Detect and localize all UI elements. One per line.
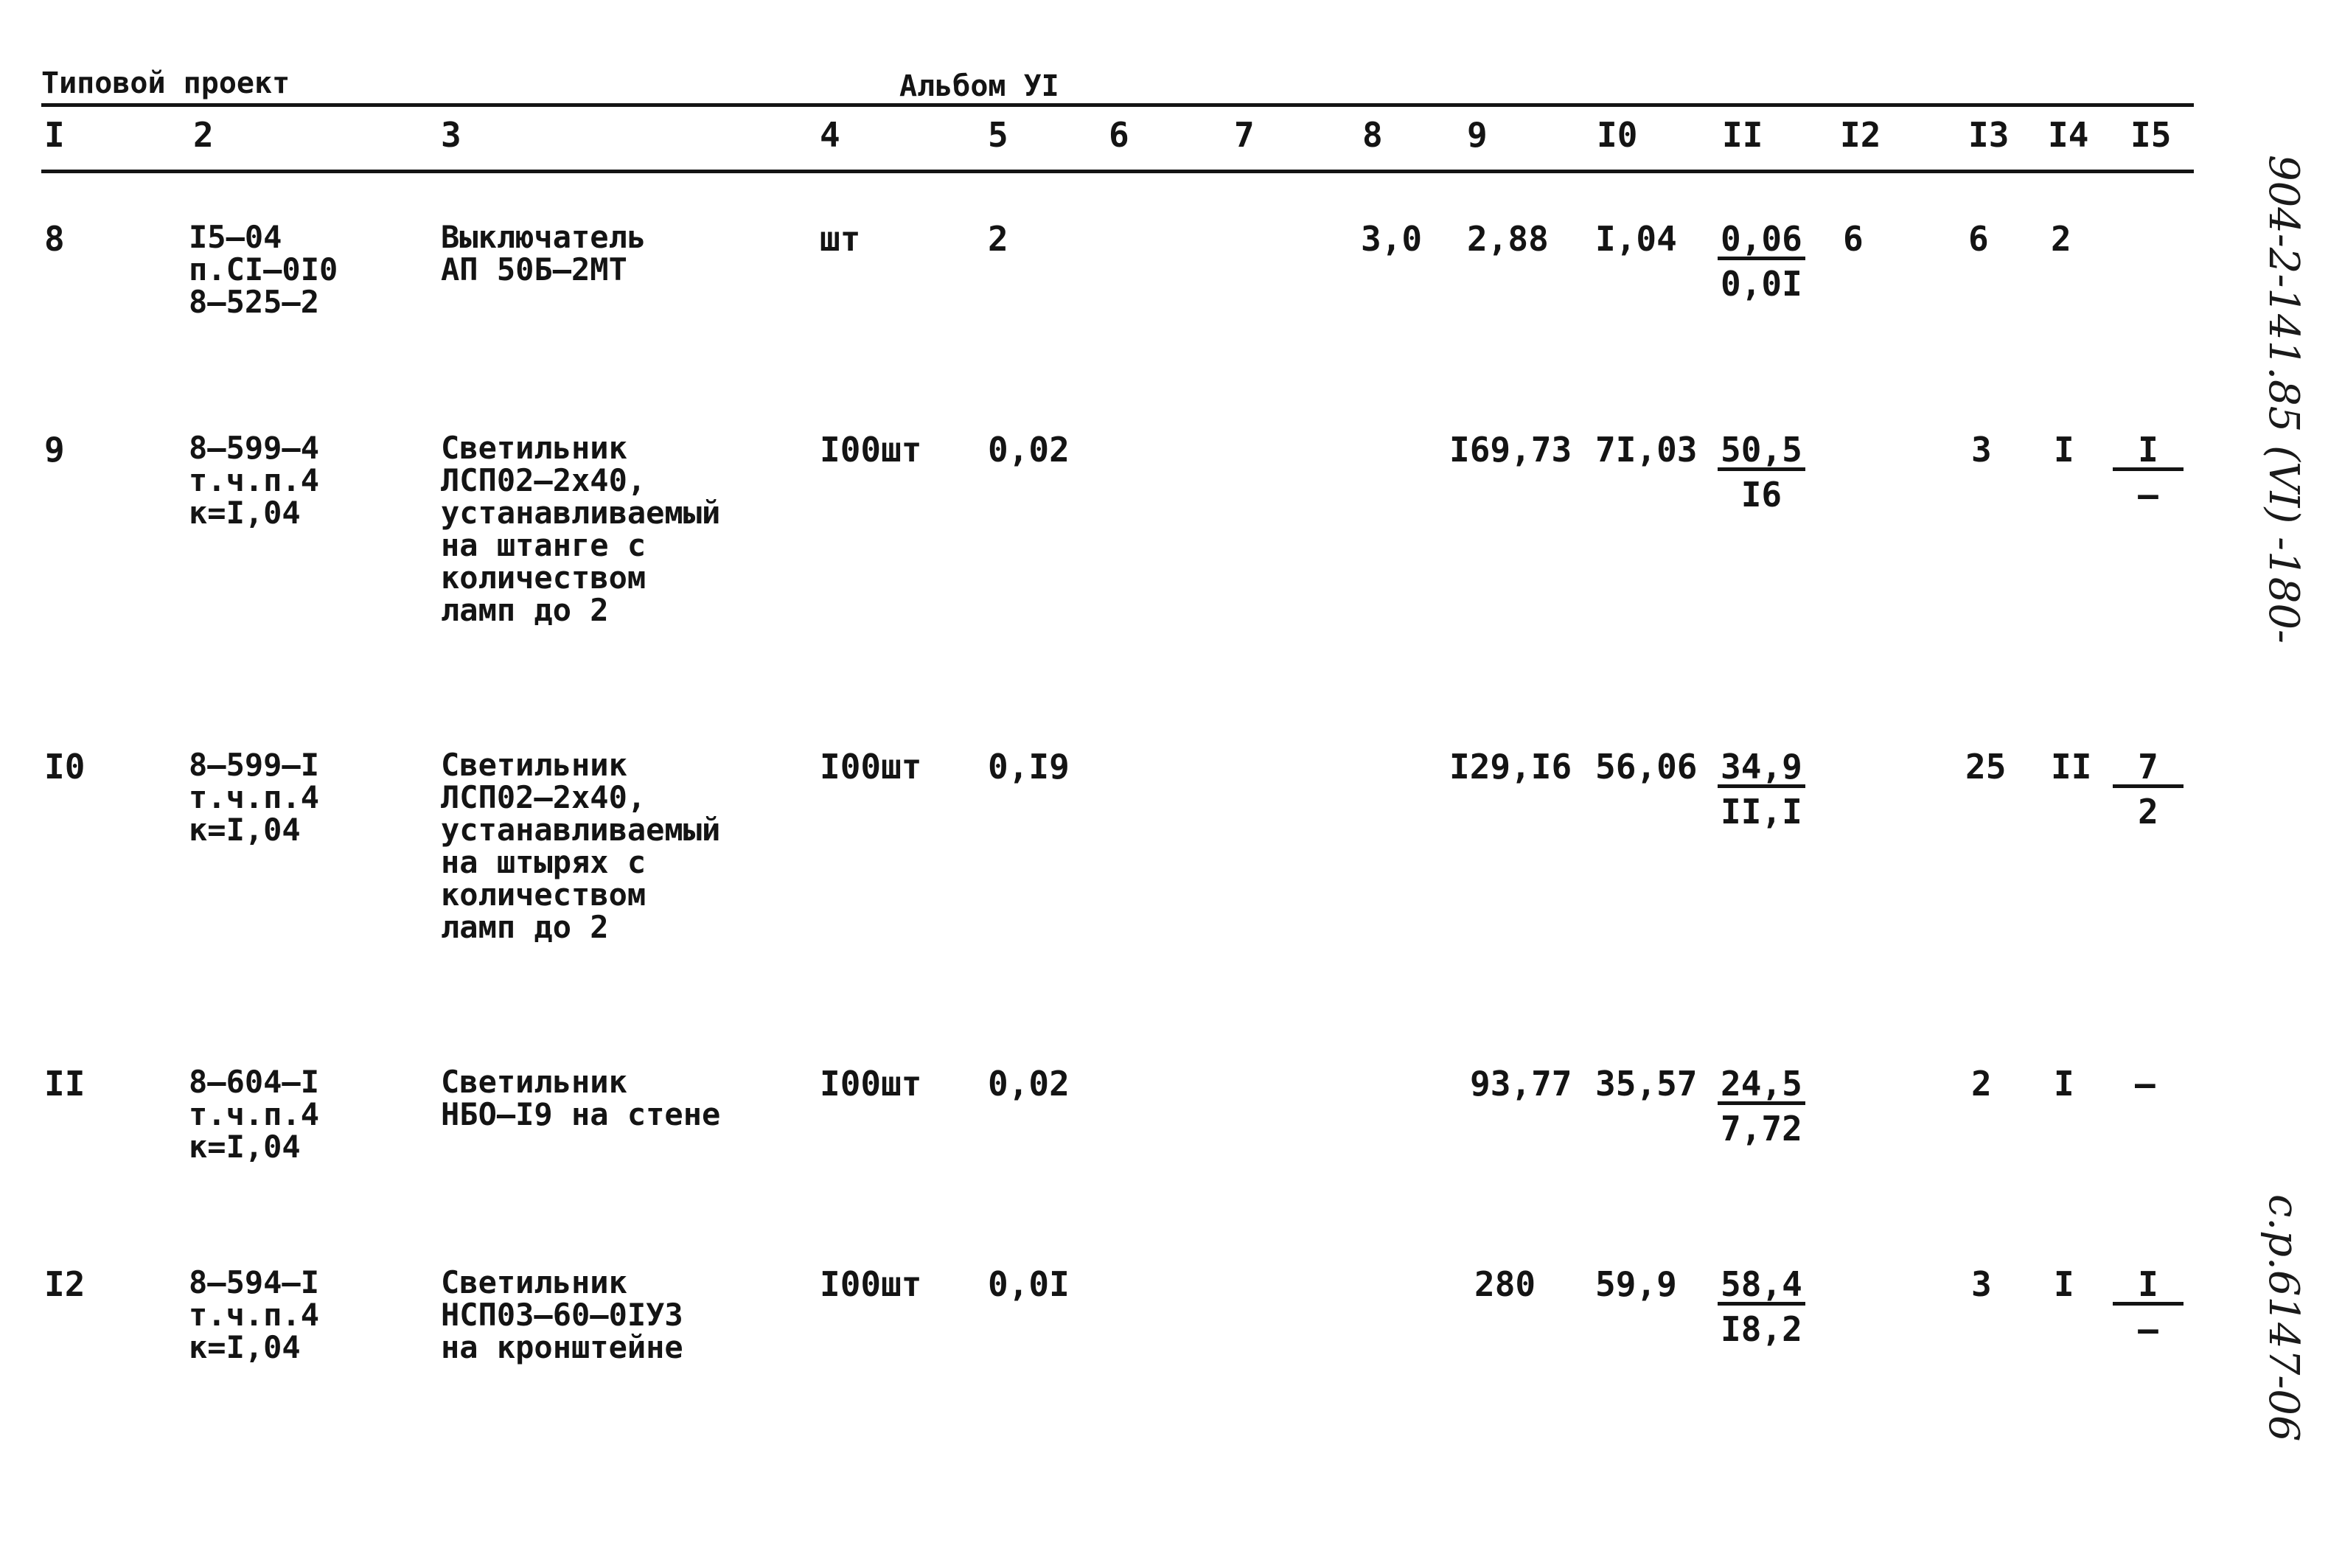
header-bottom-rule (41, 170, 2194, 173)
quantity: 0,02 (988, 1064, 1070, 1104)
row-number: II (44, 1064, 86, 1104)
col-15-fraction: $\frac{7}{2}$ (2113, 749, 2184, 829)
unit: I00шт (820, 747, 922, 787)
col-11-fraction: $\frac{50,5}{I6}$ (1718, 432, 1805, 512)
col-11-fraction: $\frac{34,9}{II,I}$ (1718, 749, 1805, 829)
row-number: 8 (44, 219, 65, 259)
unit: шт (820, 219, 861, 259)
row-number: I2 (44, 1264, 86, 1304)
item-description: Светильник НБО–I9 на стене (441, 1064, 721, 1132)
unit: I00шт (820, 1064, 922, 1104)
norm-code: 8–594–I т.ч.п.4 к=I,04 (189, 1264, 320, 1365)
col-10-value: 59,9 (1595, 1264, 1677, 1304)
header-top-rule (41, 103, 2194, 107)
norm-code: I5–04 п.СI–0I0 8–525–2 (189, 219, 338, 320)
margin-note-upper: 904-2-141.85 (VI) -180- (2259, 155, 2307, 644)
col-15-fraction: I – (2113, 1266, 2184, 1347)
col-14-value: 2 (2051, 219, 2071, 259)
column-number-14: I4 (2048, 115, 2089, 155)
column-number-6: 6 (1109, 115, 1129, 155)
col-9-value: 280 (1474, 1264, 1536, 1304)
quantity: 0,0I (988, 1264, 1070, 1304)
col-10-value: 7I,03 (1595, 430, 1698, 470)
col-13-value: 3 (1971, 1264, 1992, 1304)
column-number-13: I3 (1968, 115, 2010, 155)
quantity: 0,02 (988, 430, 1070, 470)
unit: I00шт (820, 430, 922, 470)
norm-code: 8–604–I т.ч.п.4 к=I,04 (189, 1064, 320, 1165)
col-10-value: I,04 (1595, 219, 1677, 259)
column-number-10: I0 (1597, 115, 1638, 155)
item-description: Светильник ЛСП02–2х40, устанавливаемый на штырях с количеством ламп до 2 (441, 747, 721, 945)
col-13-value: 25 (1965, 747, 2007, 787)
col-9-value: I69,73 (1449, 430, 1572, 470)
col-14-value: II (2051, 747, 2092, 787)
quantity: 0,I9 (988, 747, 1070, 787)
col-12-value: 6 (1843, 219, 1864, 259)
column-number-5: 5 (988, 115, 1008, 155)
col-10-value: 35,57 (1595, 1064, 1698, 1104)
col-8-value: 3,0 (1361, 219, 1423, 259)
column-number-9: 9 (1467, 115, 1488, 155)
col-13-value: 6 (1968, 219, 1989, 259)
col-10-value: 56,06 (1595, 747, 1698, 787)
item-description: Светильник НСП03–60–0IУ3 на кронштейне (441, 1264, 683, 1365)
col-15-fraction: I – (2113, 432, 2184, 512)
col-13-value: 2 (1971, 1064, 1992, 1104)
quantity: 2 (988, 219, 1008, 259)
project-label: Типовой проект (41, 66, 290, 100)
norm-code: 8–599–4 т.ч.п.4 к=I,04 (189, 430, 320, 531)
col-9-value: 2,88 (1467, 219, 1549, 259)
col-14-value: I (2054, 430, 2074, 470)
column-number-15: I5 (2130, 115, 2172, 155)
row-number: 9 (44, 430, 65, 470)
column-number-11: II (1722, 115, 1763, 155)
col-14-value: I (2054, 1264, 2074, 1304)
column-number-3: 3 (441, 115, 461, 155)
item-description: Выключатель АП 50Б–2МТ (441, 219, 647, 288)
album-label: Альбом УI (899, 69, 1059, 103)
row-number: I0 (44, 747, 86, 787)
column-number-7: 7 (1234, 115, 1255, 155)
col-9-value: I29,I6 (1449, 747, 1572, 787)
col-13-value: 3 (1971, 430, 1992, 470)
col-14-value: I (2054, 1064, 2074, 1104)
col-11-fraction: $\frac{0,06}{0,0I}$ (1718, 221, 1805, 302)
column-number-12: I2 (1840, 115, 1881, 155)
margin-note-lower: с.p.6147-06 (2259, 1194, 2307, 1442)
col-11-fraction: $\frac{24,5}{7,72}$ (1718, 1066, 1805, 1146)
norm-code: 8–599–I т.ч.п.4 к=I,04 (189, 747, 320, 848)
column-number-8: 8 (1362, 115, 1383, 155)
col-9-value: 93,77 (1470, 1064, 1572, 1104)
col-11-fraction: $\frac{58,4}{I8,2}$ (1718, 1266, 1805, 1347)
column-number-4: 4 (820, 115, 840, 155)
column-number-1: I (44, 115, 65, 155)
item-description: Светильник ЛСП02–2х40, устанавливаемый на штанге с количеством ламп до 2 (441, 430, 721, 628)
unit: I00шт (820, 1264, 922, 1304)
col-15-value: – (2135, 1064, 2155, 1104)
column-number-2: 2 (193, 115, 214, 155)
